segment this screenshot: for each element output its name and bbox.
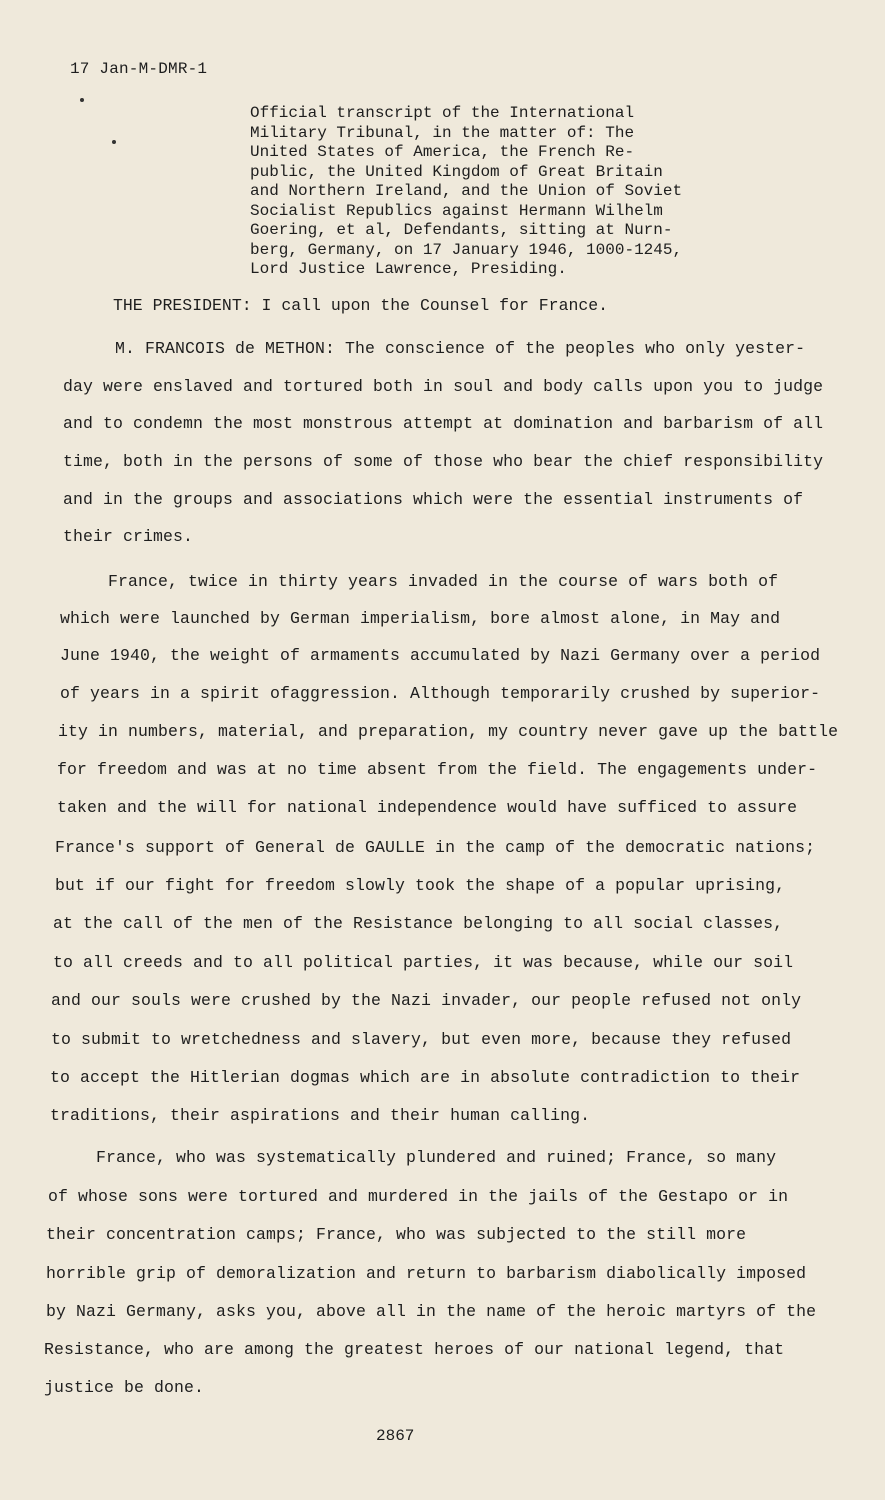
header-line: Official transcript of the International [250,104,635,122]
paragraph-3-line: horrible grip of demoralization and return to barbarism diabolically imposed [46,1264,807,1283]
header-line: Goering, et al, Defendants, sitting at Nurn- [250,221,673,239]
page-id: 17 Jan-M-DMR-1 [70,60,208,78]
paragraph-3-line: by Nazi Germany, asks you, above all in the name of the heroic martyrs of the [46,1302,817,1321]
paragraph-1-line: and in the groups and associations which were the essential instruments of [63,490,804,509]
transcript-header [250,104,710,280]
paragraph-2-line: France, twice in thirty years invaded in the course of wars both of [108,572,779,591]
header-line: Lord Justice Lawrence, Presiding. [250,260,567,278]
paragraph-2-line: June 1940, the weight of armaments accumulated by Nazi Germany over a period [60,646,821,665]
header-line: Socialist Republics against Hermann Wilhelm [250,201,663,220]
header-line: public, the United Kingdom of Great Britain [250,162,663,181]
paragraph-3-line: Resistance, who are among the greatest heroes of our national legend, that [44,1340,785,1359]
header-line: United States of America, the French Re- [250,143,635,161]
paragraph-2-line: to submit to wretchedness and slavery, but even more, because they refused [51,1030,792,1049]
paragraph-1-line: their crimes. [63,527,194,546]
paragraph-2-line: but if our fight for freedom slowly took the shape of a popular uprising, [55,876,786,895]
paragraph-2-line: France's support of General de GAULLE in the camp of the democratic nations; [55,838,816,857]
paragraph-3-line: justice be done. [44,1378,205,1397]
page-number: 2867 [376,1427,415,1445]
president-statement: THE PRESIDENT: I call upon the Counsel for France. [113,296,609,315]
paragraph-2-line: taken and the will for national independence would have sufficed to assure [57,798,798,817]
paragraph-2-line: of years in a spirit ofaggression. Although temporarily crushed by superior- [60,684,821,703]
paragraph-2-line: and our souls were crushed by the Nazi invader, our people refused not only [51,991,802,1010]
ink-mark [112,140,116,144]
header-line: and Northern Ireland, and the Union of Soviet [250,182,683,200]
paragraph-1-line: M. FRANCOIS de METHON: The conscience of the peoples who only yester- [115,339,806,358]
paragraph-2-line: which were launched by German imperialism, bore almost alone, in May and [60,609,781,628]
paragraph-1-line: day were enslaved and tortured both in soul and body calls upon you to judge [63,377,824,396]
paragraph-1-line: time, both in the persons of some of those who bear the chief responsibility [63,452,824,471]
ink-mark [80,98,84,102]
header-line: Military Tribunal, in the matter of: The [250,123,635,142]
paragraph-1-line: and to condemn the most monstrous attempt at domination and barbarism of all [63,414,824,433]
paragraph-3-line: France, who was systematically plundered and ruined; France, so many [96,1148,777,1167]
paragraph-2-line: traditions, their aspirations and their human calling. [50,1106,591,1125]
paragraph-2-line: for freedom and was at no time absent from the field. The engagements under- [57,760,818,779]
paragraph-3-line: their concentration camps; France, who was subjected to the still more [46,1225,747,1244]
paragraph-2-line: to all creeds and to all political parties, it was because, while our soil [53,953,794,972]
paragraph-2-line: at the call of the men of the Resistance belonging to all social classes, [53,914,784,933]
header-line: berg, Germany, on 17 January 1946, 1000-1245, [250,240,683,259]
paragraph-3-line: of whose sons were tortured and murdered in the jails of the Gestapo or in [48,1187,789,1206]
paragraph-2-line: to accept the Hitlerian dogmas which are in absolute contradiction to their [50,1068,801,1087]
paragraph-2-line: ity in numbers, material, and preparation, my country never gave up the battle [58,722,839,741]
